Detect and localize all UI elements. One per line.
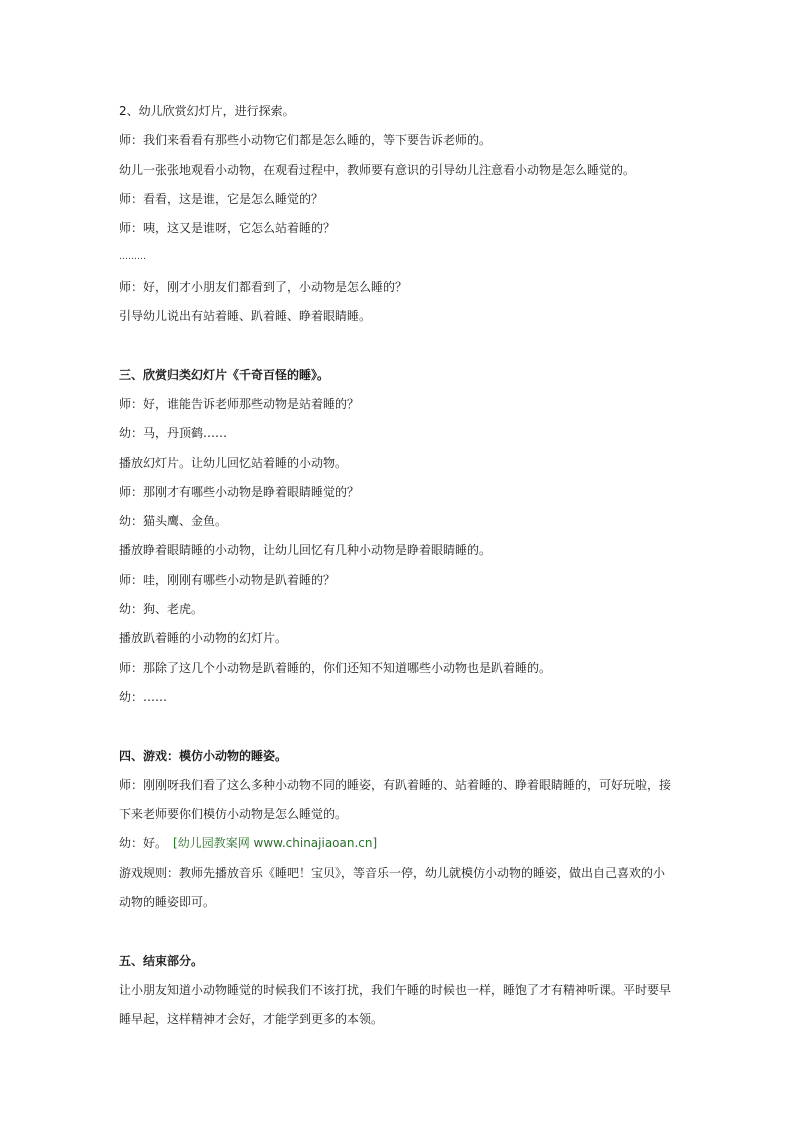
instruction-line: 播放趴着睡的小动物的幻灯片。 — [119, 631, 288, 646]
closing-line-continued: 睡早起，这样精神才会好，才能学到更多的本领。 — [119, 1012, 384, 1027]
child-line: 幼：狗、老虎。 — [119, 602, 204, 617]
teacher-line: 师：咦，这又是谁呀，它怎么站着睡的？ — [119, 221, 336, 236]
child-line: 幼：马，丹顶鹤…… — [119, 426, 228, 441]
instruction-line: 幼儿一张张地观看小动物，在观看过程中，教师要有意识的引导幼儿注意看小动物是怎么睡觉的。 — [119, 162, 636, 177]
teacher-line: 师：刚刚呀我们看了这么多种小动物不同的睡姿，有趴着睡的、站着睡的、睁着眼睛睡的，可好玩啦，接 — [119, 777, 672, 792]
child-line: 幼：…… — [119, 689, 168, 704]
teacher-line: 师：好，谁能告诉老师那些动物是站着睡的？ — [119, 396, 360, 411]
instruction-line: 播放睁着眼睛睡的小动物，让幼儿回忆有几种小动物是睁着眼睛睡的。 — [119, 543, 492, 558]
game-rules-line-continued: 动物的睡姿即可。 — [119, 895, 216, 910]
spacer — [119, 331, 675, 360]
game-rules-line: 游戏规则：教师先播放音乐《睡吧！宝贝》，等音乐一停，幼儿就模仿小动物的睡姿，做出自己喜欢的小 — [119, 865, 666, 880]
teacher-line: 师：哇，刚刚有哪些小动物是趴着睡的？ — [119, 572, 336, 587]
teacher-line: 师：我们来看看有那些小动物它们都是怎么睡的，等下要告诉老师的。 — [119, 133, 492, 148]
spacer — [119, 712, 675, 741]
teacher-line-continued: 下来老师要你们模仿小动物是怎么睡觉的。 — [119, 807, 348, 822]
section-heading-5: 五、结束部分。 — [119, 953, 204, 968]
child-line — [119, 829, 675, 858]
document-body — [119, 97, 675, 1035]
section-heading-4: 四、游戏：模仿小动物的睡姿。 — [119, 748, 288, 763]
teacher-line: 师：那刚才有哪些小动物是睁着眼睛睡觉的？ — [119, 484, 360, 499]
child-line: 幼：猫头鹰、金鱼。 — [119, 514, 228, 529]
ellipsis-line: ……… — [119, 252, 146, 263]
teacher-line: 师：好，刚才小朋友们都看到了，小动物是怎么睡的？ — [119, 279, 408, 294]
paragraph-step-2: 2、幼儿欣赏幻灯片，进行探索。 — [119, 104, 295, 118]
section-heading-3: 三、欣赏归类幻灯片《千奇百怪的睡》。 — [119, 367, 330, 382]
closing-line: 让小朋友知道小动物睡觉的时候我们不该打扰，我们午睡的时候也一样，睡饱了才有精神听课。平时要早 — [119, 982, 672, 997]
teacher-line: 师：那除了这几个小动物是趴着睡的，你们还知不知道哪些小动物也是趴着睡的。 — [119, 660, 552, 675]
site-link[interactable]: [幼儿园教案网 www.chinajiaoan.cn] — [173, 836, 378, 851]
teacher-line: 师：看看，这是谁，它是怎么睡觉的？ — [119, 191, 324, 206]
instruction-line: 播放幻灯片。让幼儿回忆站着睡的小动物。 — [119, 455, 348, 470]
child-reply: 幼：好。 — [119, 836, 168, 851]
spacer — [119, 917, 675, 946]
instruction-line: 引导幼儿说出有站着睡、趴着睡、睁着眼睛睡。 — [119, 309, 372, 324]
